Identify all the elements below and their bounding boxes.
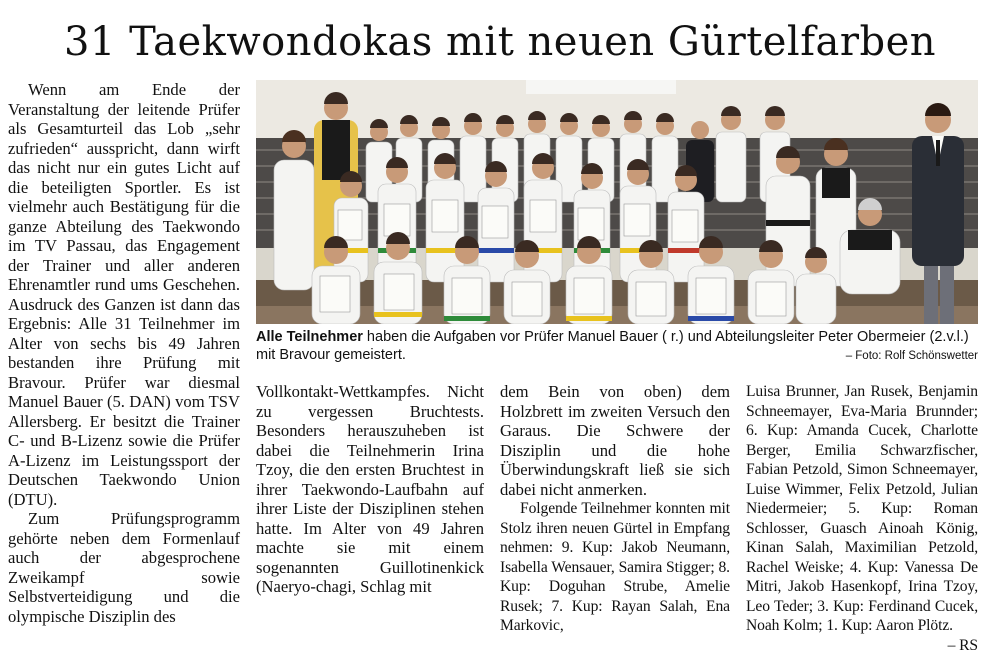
author-signature: – RS <box>948 636 978 655</box>
article-column-3 <box>500 382 730 636</box>
participant-list-text: Luisa Brunner, Jan Rusek, Benjamin Schneemayer, Eva-Maria Brunnder; 6. Kup: Amanda Cucek, Charlotte Berger, Emilia Schwarzfischer, Fabian Petzold, Simon Schneemayer, Luise Wimmer, Felix Petzold, Julian Niedermeier; 5. Kup: Roman Schlosser, Guasch Ainoah König, Kinan Salah, Maximilian Petzold, Rachel Weiske; 4. Kup: Vanessa De Mitri, Jakob Hasenkopf, Irina Tzoy, Leo Teder; 3. Kup: Ferdinand Cucek, Noah Kolm; 1. Kup: Aaron Plötz. <box>746 383 978 634</box>
wall-banner <box>526 80 676 94</box>
caption-text: haben die Aufgaben vor Prüfer Manuel Bauer ( r.) und Abteilungsleiter Peter Obermeier (2.v.l.) mit Bravour gemeistert. <box>256 329 969 363</box>
article-paragraph: Zum Prüfungsprogramm gehörte neben dem Formenlauf auch der abgesprochene Zweikampf sowie Selbstverteidigung und die olympische Disziplin des <box>8 509 240 626</box>
group-photo <box>256 80 978 324</box>
article-paragraph: dem Bein von oben) dem Holzbrett im zweiten Versuch den Garaus. Die Schwere der Disziplin und die hohe Überwindungskraft ließ sie sich dabei nicht anmerken. <box>500 382 730 499</box>
article-column-1 <box>8 80 240 626</box>
article-headline: 31 Taekwondokas mit neuen Gürtelfarben <box>0 14 1000 70</box>
group-photo-illustration <box>256 80 978 324</box>
participant-list <box>746 382 978 636</box>
article-column-2 <box>256 382 484 597</box>
caption-lead: Alle Teilnehmer <box>256 329 363 345</box>
article-column-4 <box>746 382 978 655</box>
photo-credit: – Foto: Rolf Schönswetter <box>846 349 978 363</box>
article-paragraph: Vollkontakt-Wettkampfes. Nicht zu vergessen Bruchtests. Besonders herauszuheben ist dabei die Teilnehmerin Irina Tzoy, die den ersten Bruchtest in ihrer Taekwondo-Laufbahn auf ihrer Liste der Disziplinen stehen hatte. Im Alter von 49 Jahren machte sie mit einem sogenannten Guillotinenkick (Naeryo-chagi, Schlag mit <box>256 382 484 597</box>
article-paragraph: Wenn am Ende der Veranstaltung der leitende Prüfer als Gesamturteil das Lob „sehr zufrieden“ ausspricht, dann wirft das nicht nur ein gutes Licht auf die beteiligten Sportler. Es ist vielmehr auch Bestätigung für die ganze Abteilung des Taekwondo im TV Passau, das Engagement der Trainer und aller anderen Ehrenamtler rund ums Geschehen. Ausdruck des Ganzen ist dann das Ergebnis: Alle 31 Teilnehmer im Alter von sechs bis 49 Jahren bestanden ihre Prüfung mit Bravour. Prüfer war diesmal Manuel Bauer (5. DAN) vom TSV Allersberg. Er besitzt die Trainer C- und B-Lizenz sowie die Prüfer A-Lizenz im Leistungssport der Deutschen Taekwondo Union (DTU). <box>8 80 240 509</box>
participant-list-intro: Folgende Teilnehmer konnten mit Stolz ihren neuen Gürtel in Empfang nehmen: 9. Kup: Jakob Neumann, Isabella Wensauer, Samira Stigger; 8. Kup: Doguhan Strube, Amelie Rusek; 7. Kup: Rayan Salah, Ena Markovic, <box>500 499 730 636</box>
